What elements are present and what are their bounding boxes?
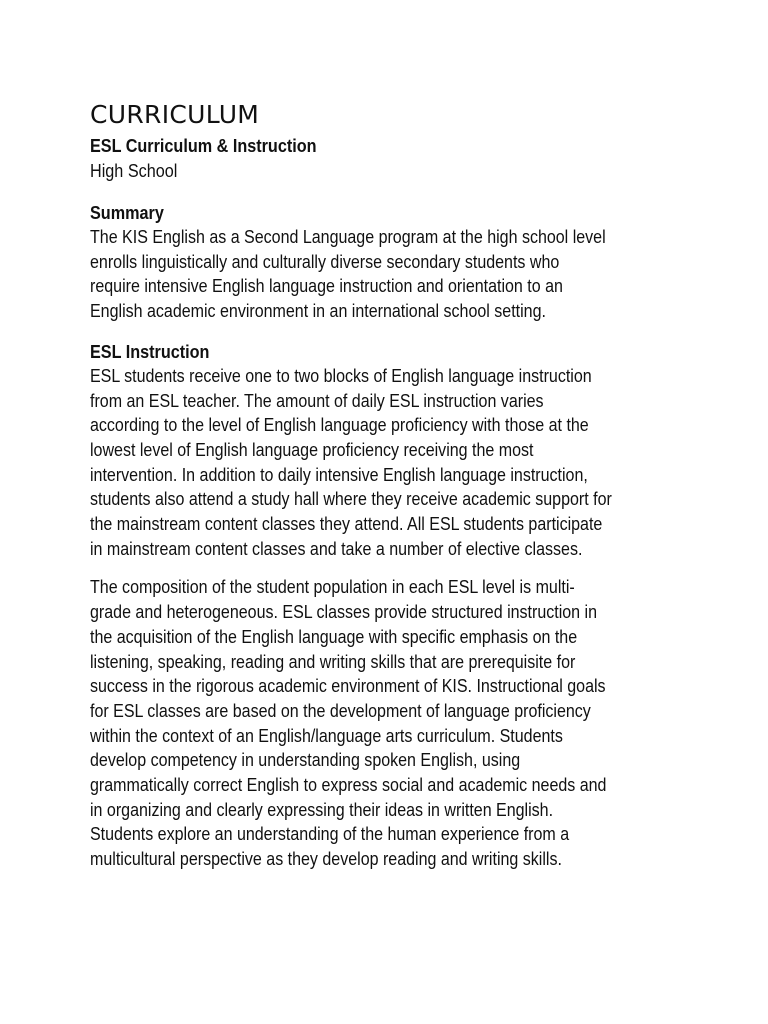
text-line: The KIS English as a Second Language program at the high school level xyxy=(90,227,606,247)
text-line: ESL students receive one to two blocks of English language instruction xyxy=(90,365,592,386)
text-line: students also attend a study hall where they receive academic support for xyxy=(90,489,612,510)
text-line: for ESL classes are based on the development of language proficiency xyxy=(90,700,591,721)
text-line: from an ESL teacher. The amount of daily ESL instruction varies xyxy=(90,390,544,411)
text-line: listening, speaking, reading and writing skills that are prerequisite for xyxy=(90,651,576,672)
text-line: The composition of the student population in each ESL level is multi- xyxy=(90,577,575,598)
text-line: lowest level of English language proficiency receiving the most xyxy=(90,439,534,460)
summary-section xyxy=(90,201,690,324)
text-line: in mainstream content classes and take a number of elective classes. xyxy=(90,538,583,559)
text-line: require intensive English language instruction and orientation to an xyxy=(90,276,563,297)
text-line: the mainstream content classes they attend. All ESL students participate xyxy=(90,514,603,535)
document-level: High School xyxy=(90,161,178,181)
text-line: success in the rigorous academic environment of KIS. Instructional goals xyxy=(90,676,606,697)
summary-heading: Summary xyxy=(90,203,164,223)
text-line: in organizing and clearly expressing their ideas in written English. xyxy=(90,799,554,820)
document-page xyxy=(90,100,690,872)
text-line: Students explore an understanding of the human experience from a xyxy=(90,824,570,845)
document-title: CURRICULUM xyxy=(90,100,260,129)
text-line: intervention. In addition to daily intensive English language instruction, xyxy=(90,464,588,485)
esl-instruction-section xyxy=(90,340,690,872)
esl-instruction-heading: ESL Instruction xyxy=(90,341,210,362)
text-line: according to the level of English language proficiency with those at the xyxy=(90,415,589,436)
text-line: grade and heterogeneous. ESL classes provide structured instruction in xyxy=(90,602,598,623)
summary-paragraph xyxy=(90,225,690,324)
esl-instruction-paragraph-2 xyxy=(90,575,690,871)
text-line: develop competency in understanding spoken English, using xyxy=(90,750,521,771)
text-line: multicultural perspective as they develop reading and writing skills. xyxy=(90,849,562,870)
esl-instruction-paragraph-1 xyxy=(90,364,690,562)
document-subtitle: ESL Curriculum & Instruction xyxy=(90,136,317,156)
text-line: grammatically correct English to express social and academic needs and xyxy=(90,775,607,796)
text-line: enrolls linguistically and culturally diverse secondary students who xyxy=(90,251,560,272)
text-line: within the context of an English/language arts curriculum. Students xyxy=(90,725,563,746)
text-line: the acquisition of the English language with specific emphasis on the xyxy=(90,626,578,647)
text-line: English academic environment in an international school setting. xyxy=(90,301,546,322)
